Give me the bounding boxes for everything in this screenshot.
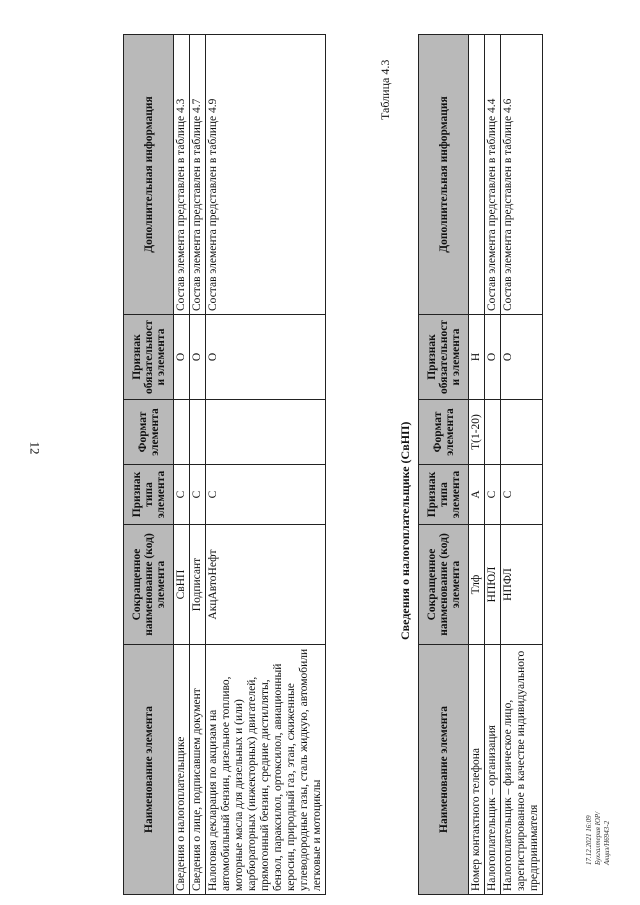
table-label: Таблица 4.3	[378, 59, 392, 120]
cell-code: НПЮЛ	[485, 525, 501, 645]
page-number: 12	[27, 441, 43, 455]
cell-name: Номер контактного телефона	[469, 645, 485, 895]
cell-type: С	[485, 465, 501, 525]
cell-format	[501, 400, 543, 465]
cell-code: АкцАвтоНефт	[206, 525, 326, 645]
cell-required: Н	[469, 315, 485, 400]
cell-code: Подписант	[190, 525, 206, 645]
cell-type: А	[469, 465, 485, 525]
header-required: Признак обязательности элемента	[124, 315, 174, 400]
stamp-date: 17.12.2021 16:09	[585, 815, 593, 865]
header-name: Наименование элемента	[124, 645, 174, 895]
cell-name: Налогоплательщик – физическое лицо, зарегистрированное в качестве индивидуального предпринимателя	[501, 645, 543, 895]
cell-required: О	[190, 315, 206, 400]
table-row	[190, 35, 206, 895]
cell-type: С	[206, 465, 326, 525]
cell-format	[174, 400, 190, 465]
cell-format: T(1-20)	[469, 400, 485, 465]
cell-code: СвНП	[174, 525, 190, 645]
header-code: Сокращенное наименование (код) элемента	[124, 525, 174, 645]
cell-name: Сведения о лице, подписавшем документ	[190, 645, 206, 895]
header-info: Дополнительная информация	[419, 35, 469, 315]
cell-code: НПФЛ	[501, 525, 543, 645]
header-code: Сокращенное наименование (код) элемента	[419, 525, 469, 645]
cell-info: Состав элемента представлен в таблице 4.6	[501, 35, 543, 315]
cell-name: Налоговая декларация по акцизам на автомобильный бензин, дизельное топливо, моторные масла для дизельных и (или) карбюраторных (инжекторных) двигателей, прямогонный бензин, средние дистилляты, бензол, параксилол, ортоксилол, авиационный керосин, природный газ, этан, сжиженные углеводородные газы, сталь жидкую, автомобили легковые и мотоциклы	[206, 645, 326, 895]
cell-name: Налогоплательщик – организация	[485, 645, 501, 895]
header-format: Формат элемента	[419, 400, 469, 465]
stamp-text: Бухгалтерия ЮР/Акциз/Н6943-2	[594, 811, 611, 865]
table-row	[174, 35, 190, 895]
table-row	[469, 35, 485, 895]
cell-info: Состав элемента представлен в таблице 4.9	[206, 35, 326, 315]
cell-required: О	[174, 315, 190, 400]
table-row	[206, 35, 326, 895]
cell-code: Тлф	[469, 525, 485, 645]
cell-type: С	[501, 465, 543, 525]
cell-name: Сведения о налогоплательщике	[174, 645, 190, 895]
header-type: Признак типа элемента	[124, 465, 174, 525]
table-2	[418, 34, 543, 895]
table-1	[123, 34, 326, 895]
table-caption: Сведения о налогоплательщике (СвНП)	[398, 421, 412, 640]
cell-info: Состав элемента представлен в таблице 4.4	[485, 35, 501, 315]
table-row	[485, 35, 501, 895]
cell-format	[485, 400, 501, 465]
header-type: Признак типа элемента	[419, 465, 469, 525]
header-name: Наименование элемента	[419, 645, 469, 895]
cell-format	[190, 400, 206, 465]
cell-info: Состав элемента представлен в таблице 4.3	[174, 35, 190, 315]
cell-info	[469, 35, 485, 315]
cell-type: С	[190, 465, 206, 525]
header-format: Формат элемента	[124, 400, 174, 465]
table-row	[501, 35, 543, 895]
cell-format	[206, 400, 326, 465]
cell-required: О	[501, 315, 543, 400]
print-stamp	[585, 810, 612, 865]
cell-info: Состав элемента представлен в таблице 4.7	[190, 35, 206, 315]
header-info: Дополнительная информация	[124, 35, 174, 315]
cell-required: О	[485, 315, 501, 400]
header-required: Признак обязательности элемента	[419, 315, 469, 400]
cell-type: С	[174, 465, 190, 525]
cell-required: О	[206, 315, 326, 400]
